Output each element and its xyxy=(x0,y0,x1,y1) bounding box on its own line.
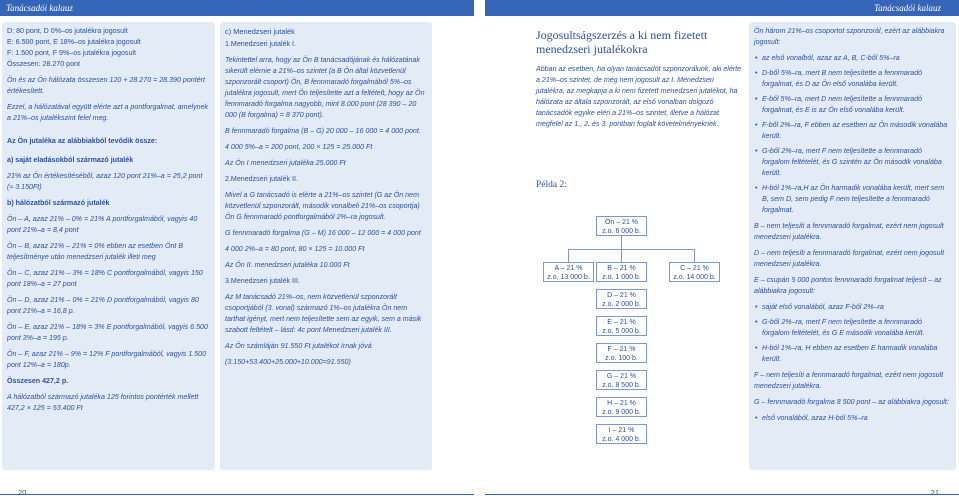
node-value: z.o. 14 000 b. xyxy=(673,274,716,281)
network-item: Ön – B, azaz 21% – 21% = 0% ebben az esetben Önt B teljesítménye után menedzseri jutalék illeti meg xyxy=(7,242,184,261)
node-label: B – 21 % xyxy=(607,265,636,272)
manager-1-result: Az Ön I menedzseri jutaléka 25.000 Ft xyxy=(225,159,346,167)
line-total: Összesen: 28.270 pont xyxy=(7,60,80,68)
left-column-panel xyxy=(2,22,215,470)
node-value: z.o. 2 000 b. xyxy=(602,301,641,308)
e-entitlement-list xyxy=(754,302,951,365)
list-item: • G-ből 2%–ra, mert F nem teljesítette a fennmaradó forgalom feltételét, és G E második vonalába került. xyxy=(762,317,951,339)
node-b xyxy=(596,262,647,282)
list-item: • az első vonalból, azaz az A, B, C-ből 5%–ra xyxy=(762,53,951,64)
network-title: b) hálózatból származó jutalék xyxy=(7,199,110,207)
network-total: Összesen 427,2 p. xyxy=(7,377,69,385)
list-item: • H-ból 1%–ra,H az Ön harmadik vonalába került, mert sem B, sem D, sem pedig F nem teljesítette a fennmaradó forgalmat. xyxy=(762,183,951,216)
node-g xyxy=(596,370,647,390)
footer-rule-right xyxy=(485,494,959,495)
manager-3-text: Az M tanácsadó 21%–os, nem közvetlenül szponzorált csoportjából (3. vonal) származó 1%–os jutalékra Ön nem tarthat igényt, mert nem teljesítette sem az egyik, sem a másik szabott feltételt – lásd: 4c pont Menedzseri jutalék III. xyxy=(225,293,422,334)
b-text: B – nem teljesíti a fennmaradó forgalmat, ezért nem jogosult menedzseri jutalékra. xyxy=(754,222,944,241)
e-text: E – csupán 5 000 pontos fennmaradó forgalmat teljesít – az alábbiakra jogosult: xyxy=(754,276,942,295)
intro-text: Ön három 21%–os csoportot szponzorál, ezért az alábbiakra jogosult: xyxy=(754,27,945,46)
connector xyxy=(568,249,569,262)
network-item: Ön – E, azaz 21% – 18% = 3% E pontforgalmából, vagyis 6.500 pont 3%–a = 195 p. xyxy=(7,323,208,342)
node-label: A – 21 % xyxy=(554,265,583,272)
connector xyxy=(694,249,695,262)
manager-2-remaining: G fennmaradó forgalma (G – M) 16 000 – 12 000 = 4 000 pont xyxy=(225,229,421,237)
line-e: E: 6.500 pont, E 18%–os jutalékra jogosult xyxy=(7,38,141,46)
list-item: • első vonalából, azaz H-ból 5%–ra xyxy=(762,413,951,424)
list-item: • D-ből 5%–ra, mert B nem teljesítette a fennmaradó forgalmat, és D az Ön első vonalába került. xyxy=(762,68,951,90)
header-title-right: Tanácsadói kalauz xyxy=(874,3,941,13)
node-label: I – 21 % xyxy=(608,427,635,434)
list-item: • F-ből 2%–ra, F ebben az esetben az Ön második vonalába került. xyxy=(762,120,951,142)
manager-commission-title: c) Menedzseri jutalék xyxy=(225,27,295,36)
manager-commission-panel xyxy=(220,22,432,470)
list-item: • H-ból 1%–ra, H ebben az esetben E harmadik vonalába került. xyxy=(762,343,951,365)
line-d: D: 80 pont, D 0%–os jutalékra jogosult xyxy=(7,27,128,35)
manager-2-result: Az Ön II. menedzseri jutaléka 10.000 Ft xyxy=(225,261,350,269)
eligibility-text: Abban az esetben, ha olyan tanácsadót szponzorálunk, aki elérte a 21%–os szintet, de még nem jogosult az I. Menedzseri jutalékra, az megkapja a ki nem fizetett menedzseri jutalékot, ha hálózata az általa szponzorált, az első vonalban dolgozó tanácsadók egyike eléri a 21%–os szintet, illetve a hálózat megfelel az 1., 2. és 3. pontban foglalt követelményeknek. xyxy=(536,65,742,128)
node-label: H – 21 % xyxy=(607,400,636,407)
network-item: Ön – D, azaz 21% – 0% = 21% D pontforgalmából, vagyis 80 pont 21%–a = 16,8 p. xyxy=(7,296,199,315)
own-sales-title: a) saját eladásokból származó jutalék xyxy=(7,156,134,164)
list-item: • E-ből 5%–ra, mert D nem teljesítette a fennmaradó forgalmat, és E is az Ön első vonalába került. xyxy=(762,94,951,116)
node-label: D – 21 % xyxy=(607,292,636,299)
network-sum-text: Ön és az Ön hálózata összesen 120 + 28.270 = 28.390 pontért értékesített. xyxy=(7,76,205,95)
node-c xyxy=(669,262,720,282)
f-text: F – nem teljesíti a fennmaradó forgalmat, ezért nem jogosult menedzseri jutalékra. xyxy=(754,371,944,390)
list-item: • G-ből 2%–ra, mert F nem teljesítette a fennmaradó forgalom feltételét, és G szintén az Ön második vonalába került. xyxy=(762,146,951,179)
node-h xyxy=(596,397,647,417)
network-closing: A hálózatból származó jutaléka 125 forintos pontérték mellett 427,2 × 125 = 53.400 Ft xyxy=(7,393,199,412)
own-sales-text: 21% az Ön értékesítéséből, azaz 120 pont 21%–a = 25,2 pont (≈ 3.150Ft) xyxy=(7,172,203,191)
page-number-left: 20 xyxy=(18,488,27,497)
node-label: E – 21 % xyxy=(607,319,636,326)
eligibility-section xyxy=(536,22,744,135)
node-e xyxy=(596,316,647,336)
network-item: Ön – A, azaz 21% – 0% = 21% A pontforgalmából, vagyis 40 pont 21%–a = 8,4 pont xyxy=(7,215,198,234)
eligibility-title: Jogosultságszerzés a ki nem fizetett menedzseri jutalékokra xyxy=(536,28,708,56)
node-label: C – 21 % xyxy=(680,265,709,272)
connector xyxy=(568,249,694,250)
manager-1-remaining: B fennmaradó forgalma (B – G) 20 000 – 16 000 = 4 000 pont. xyxy=(225,127,421,135)
node-label: F – 21 % xyxy=(607,346,636,353)
distribution-lines xyxy=(7,26,210,70)
account-credit-text: Az Ön számláján 91.550 Ft jutalékot írnak jóvá xyxy=(225,342,372,350)
node-label: Ön – 21 % xyxy=(604,219,639,226)
node-value: z.o. 6 000 b. xyxy=(602,228,641,235)
header-title-left: Tanácsadói kalauz xyxy=(6,3,73,13)
footer-rule-left xyxy=(0,494,474,495)
node-value: z.o. 8 500 b. xyxy=(602,382,641,389)
line-f: F: 1.500 pont, F 9%–os jutalékra jogosult xyxy=(7,49,136,57)
manager-2-text: Mivel a G tanácsadó is elérte a 21%–os szintet (G az Ön nem közvetlenül szponzorált, második vonalbeli 21%–os csoportja) Ön G fennmaradó pontforgalmából 2%–ra jogosult. xyxy=(225,191,420,221)
node-a xyxy=(543,262,594,282)
node-f xyxy=(596,343,647,363)
manager-commission-1-title: 1.Menedzseri jutalék I. xyxy=(225,40,296,48)
list-item: • saját első vonalából, azaz F-ből 2%–ra xyxy=(762,302,951,313)
network-item: Ön – F, azaz 21% – 9% = 12% F pontforgalmából, vagyis 1.500 pont 12%–a = 180p. xyxy=(7,350,207,369)
header-bar-left xyxy=(0,0,474,16)
node-d xyxy=(596,289,647,309)
node-value: z.o. 5 000 b. xyxy=(602,328,641,335)
node-label: G – 21 % xyxy=(606,373,637,380)
node-value: z.o. 4 000 b. xyxy=(602,436,641,443)
level-text: Ezzel, a hálózatával együtt elérte azt a pontforgalmat, amelynek a 21%–os jutalékszint felel meg. xyxy=(7,103,209,122)
example-label: Példa 2: xyxy=(536,180,567,190)
header-bar-right xyxy=(485,0,959,16)
node-value: z.o. 100 b. xyxy=(605,355,638,362)
commission-heading: Az Ön jutaléka az alábbiakból tevődik össze: xyxy=(7,137,158,145)
node-i xyxy=(596,424,647,444)
d-text: D – nem teljesíti a fennmaradó forgalmat, ezért nem jogosult menedzseri jutalékra. xyxy=(754,249,945,268)
network-item: Ön – C, azaz 21% – 3% = 18% C pontforgalmából, vagyis 150 pont 18%–a = 27 pont xyxy=(7,269,203,288)
manager-commission-2-title: 2.Menedzseri jutalék II. xyxy=(225,175,298,183)
node-on xyxy=(596,216,647,236)
node-value: z.o. 1 000 b. xyxy=(602,274,641,281)
manager-2-calc: 4 000 2%–a = 80 pont, 80 × 125 = 10.000 Ft xyxy=(225,245,365,253)
example-explanation-panel xyxy=(749,22,956,470)
entitlement-list xyxy=(754,53,951,216)
manager-1-text: Tekintettel arra, hogy az Ön B tanácsadójának és hálózatának sikerült elérnie a 21%–os szintet (a B Ön által közvetlenül szponzorált csoport) Ön, B fennmaradó forgalmából 5%–os jutalékra jogosult, mert Ön teljesítette azt a feltételt, hogy az Ön fennmaradó forgalma nagyobb, mint 8.000 pont (28 390 – 20 000 (B forgalma) = 8 370 pont). xyxy=(225,56,425,119)
manager-1-calc: 4 000 5%–a = 200 pont, 200 × 125 = 25.000 Ft xyxy=(225,143,373,151)
g-entitlement-list xyxy=(754,413,951,424)
g-text: G – fennmaradó forgalma 8 500 pont – az alábbiakra jogosult: xyxy=(754,398,949,406)
node-value: z.o. 9 000 b. xyxy=(602,409,641,416)
page-number-right: 21 xyxy=(930,488,939,497)
manager-commission-3-title: 3.Menedzseri jutalék III. xyxy=(225,277,300,285)
node-value: z.o. 13 000 b. xyxy=(547,274,590,281)
account-credit-sum: (3.150+53.400+25.000+10.000=91.550) xyxy=(225,358,351,366)
